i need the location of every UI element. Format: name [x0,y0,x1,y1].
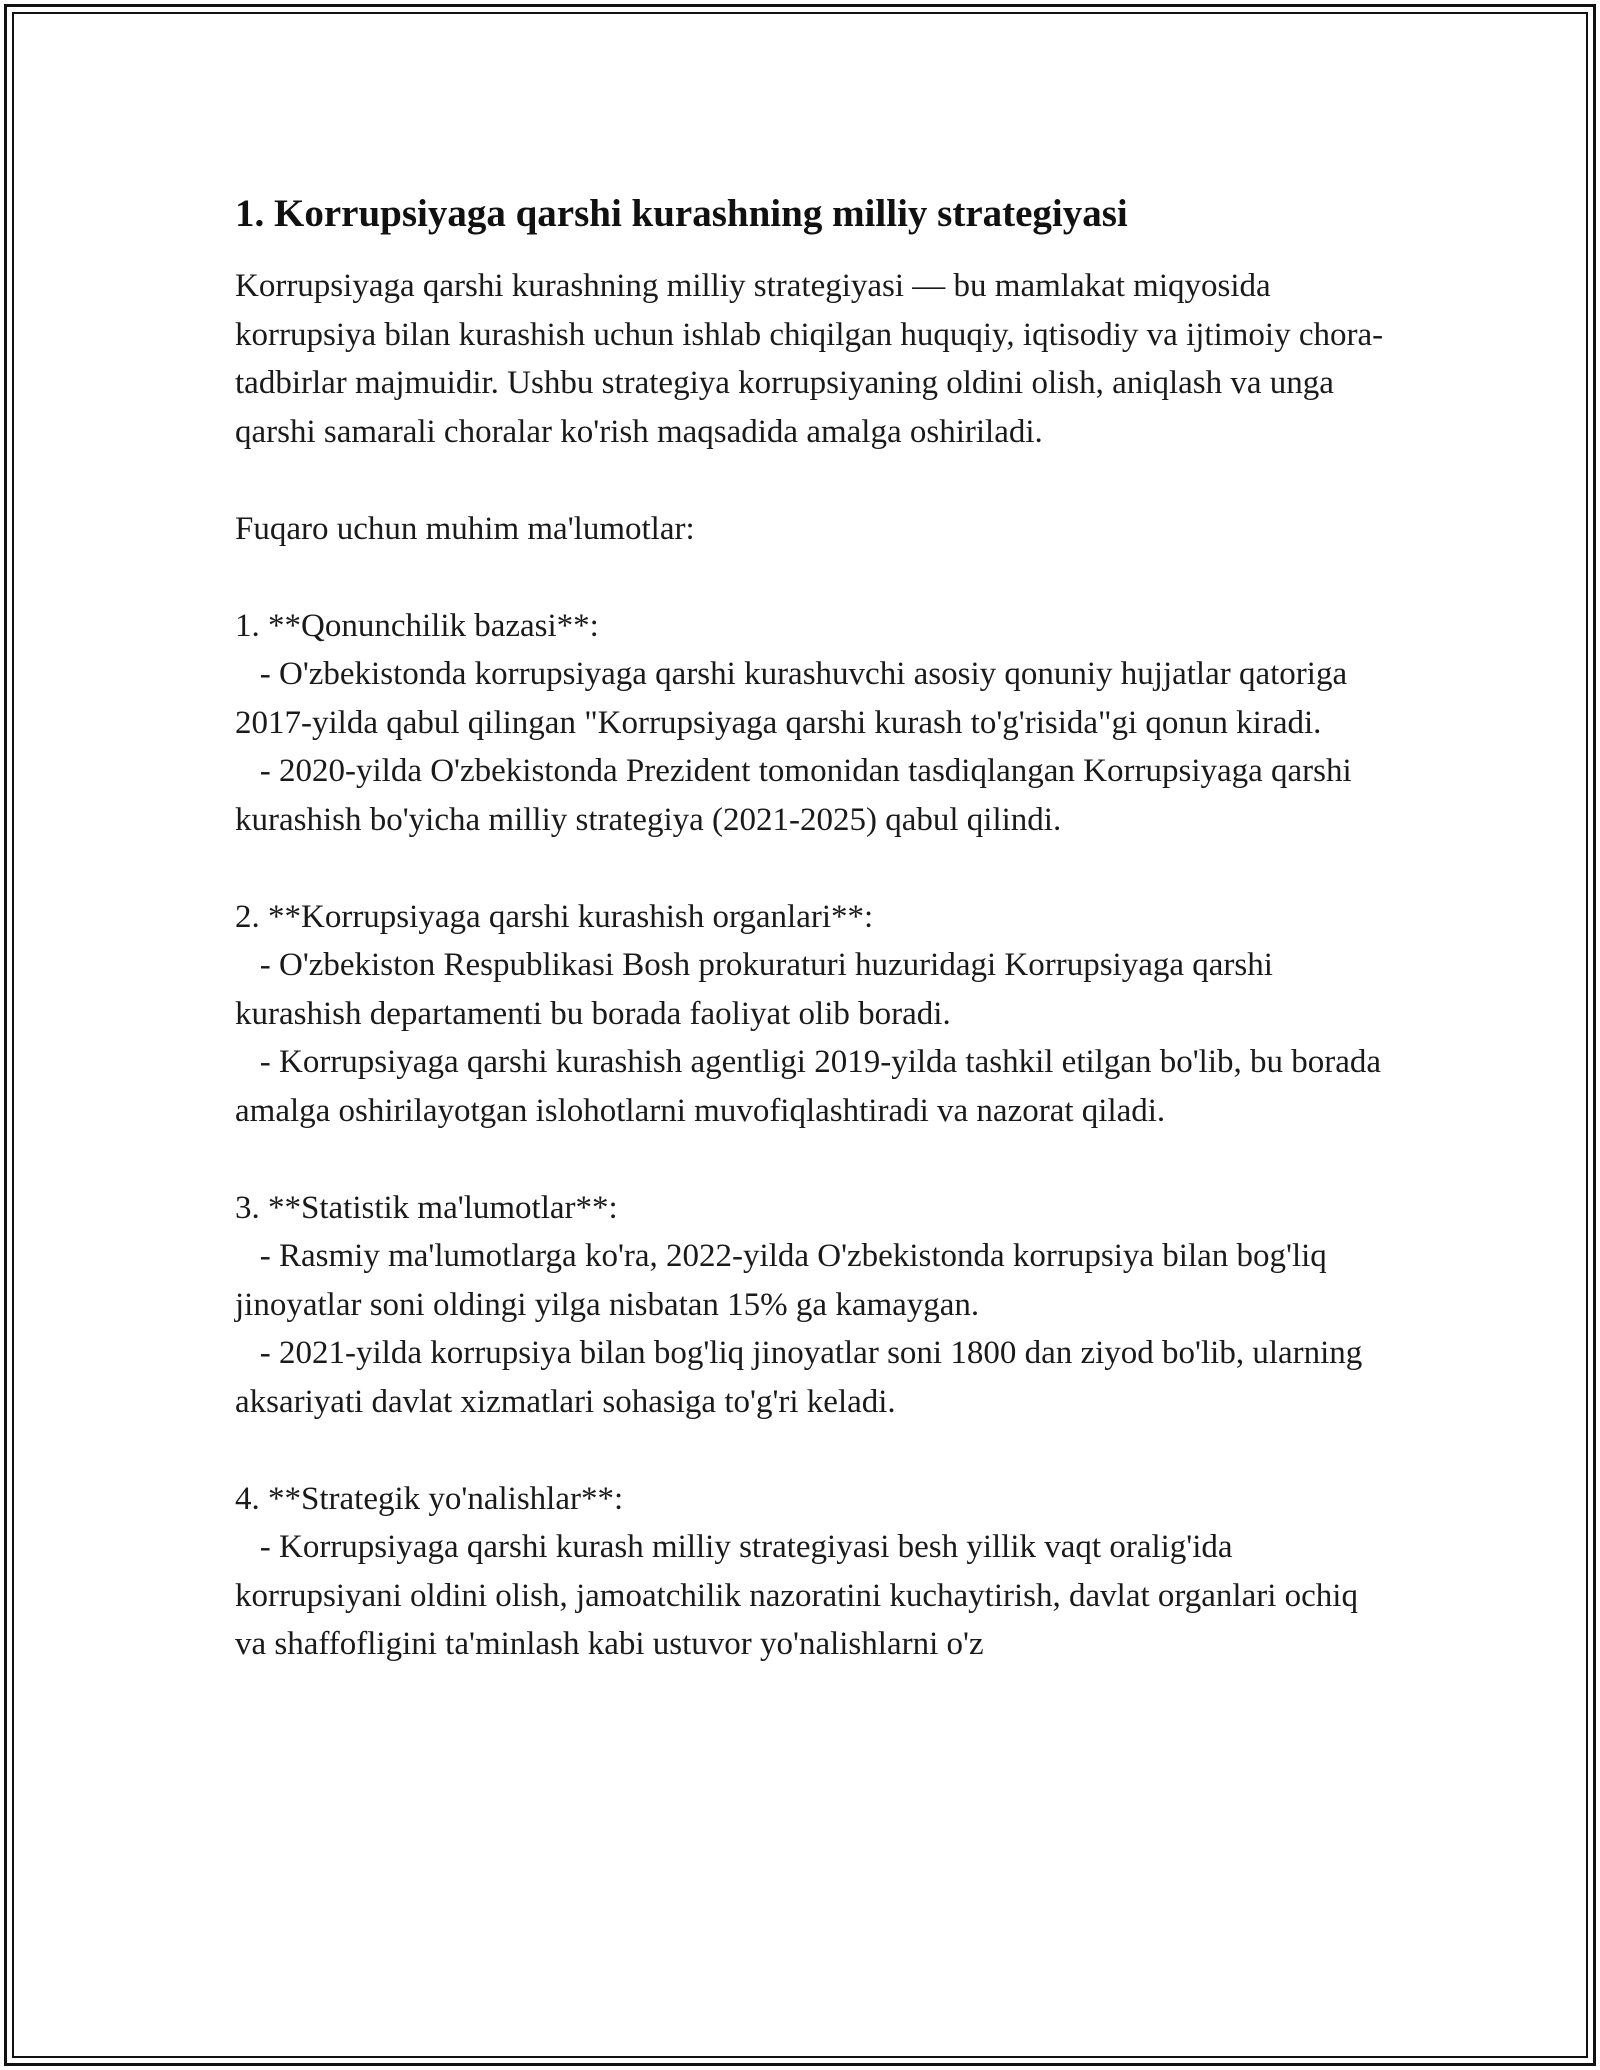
section-heading: 1. **Qonunchilik bazasi**: [235,607,599,644]
document-body [235,186,1390,1669]
list-item: - O'zbekistonda korrupsiyaga qarshi kurashuvchi asosiy qonuniy hujjatlar qatoriga 2017-yilda qabul qilingan "Korrupsiyaga qarshi kurash to'g'risida"gi qonun kiradi. [235,656,1356,741]
list-item: - O'zbekiston Respublikasi Bosh prokuraturi huzuridagi Korrupsiyaga qarshi kurashish departamenti bu borada faoliyat olib boradi. [235,947,1282,1032]
section-heading: 3. **Statistik ma'lumotlar**: [235,1189,618,1226]
paragraph-gap [235,456,1385,505]
list-item: - Korrupsiyaga qarshi kurash milliy strategiyasi besh yillik vaqt oralig'ida korrupsiyani oldini olish, jamoatchilik nazoratini kuchaytirish, davlat organlari ochiq va shaffofligini ta'minlash kabi ustuvor yo'nalishlarni o'z [235,1529,1367,1662]
intro-paragraph: Korrupsiyaga qarshi kurashning milliy strategiyasi — bu mamlakat miqyosida korrupsiya bilan kurashish uchun ishlab chiqilgan huquqiy, iqtisodiy va ijtimoiy chora-tadbirlar majmuidir. Ushbu strategiya korrupsiyaning oldini olish, aniqlash va unga qarshi samarali choralar ko'rish maqsadida amalga oshiriladi. [235,268,1384,450]
list-item: - Rasmiy ma'lumotlarga ko'ra, 2022-yilda O'zbekistonda korrupsiya bilan bog'liq jinoyatlar soni oldingi yilga nisbatan 15% ga kamaygan. [235,1238,1336,1323]
list-item: - Korrupsiyaga qarshi kurashish agentligi 2019-yilda tashkil etilgan bo'lib, bu borada amalga oshirilayotgan islohotlarni muvofiqlashtiradi va nazorat qiladi. [235,1044,1390,1129]
paragraph-gap [235,1135,1385,1184]
section-heading: 4. **Strategik yo'nalishlar**: [235,1480,624,1517]
section-heading: 2. **Korrupsiyaga qarshi kurashish organlari**: [235,898,874,935]
paragraph-gap [235,844,1385,893]
section-organs [235,893,1390,1136]
document-title: 1. Korrupsiyaga qarshi kurashning milliy strategiyasi [235,192,1128,235]
list-item: - 2020-yilda O'zbekistonda Prezident tomonidan tasdiqlangan Korrupsiyaga qarshi kurashish bo'yicha milliy strategiya (2021-2025) qabul qilindi. [235,753,1360,838]
lead-line: Fuqaro uchun muhim ma'lumotlar: [235,510,695,547]
paragraph-gap [235,1426,1385,1475]
paragraph-gap [235,553,1385,602]
section-statistics [235,1184,1385,1427]
section-legal-base [235,602,1385,845]
section-strategic-directions [235,1475,1385,1669]
list-item: - 2021-yilda korrupsiya bilan bog'liq jinoyatlar soni 1800 dan ziyod bo'lib, ularning aksariyati davlat xizmatlari sohasiga to'g'ri keladi. [235,1335,1371,1420]
